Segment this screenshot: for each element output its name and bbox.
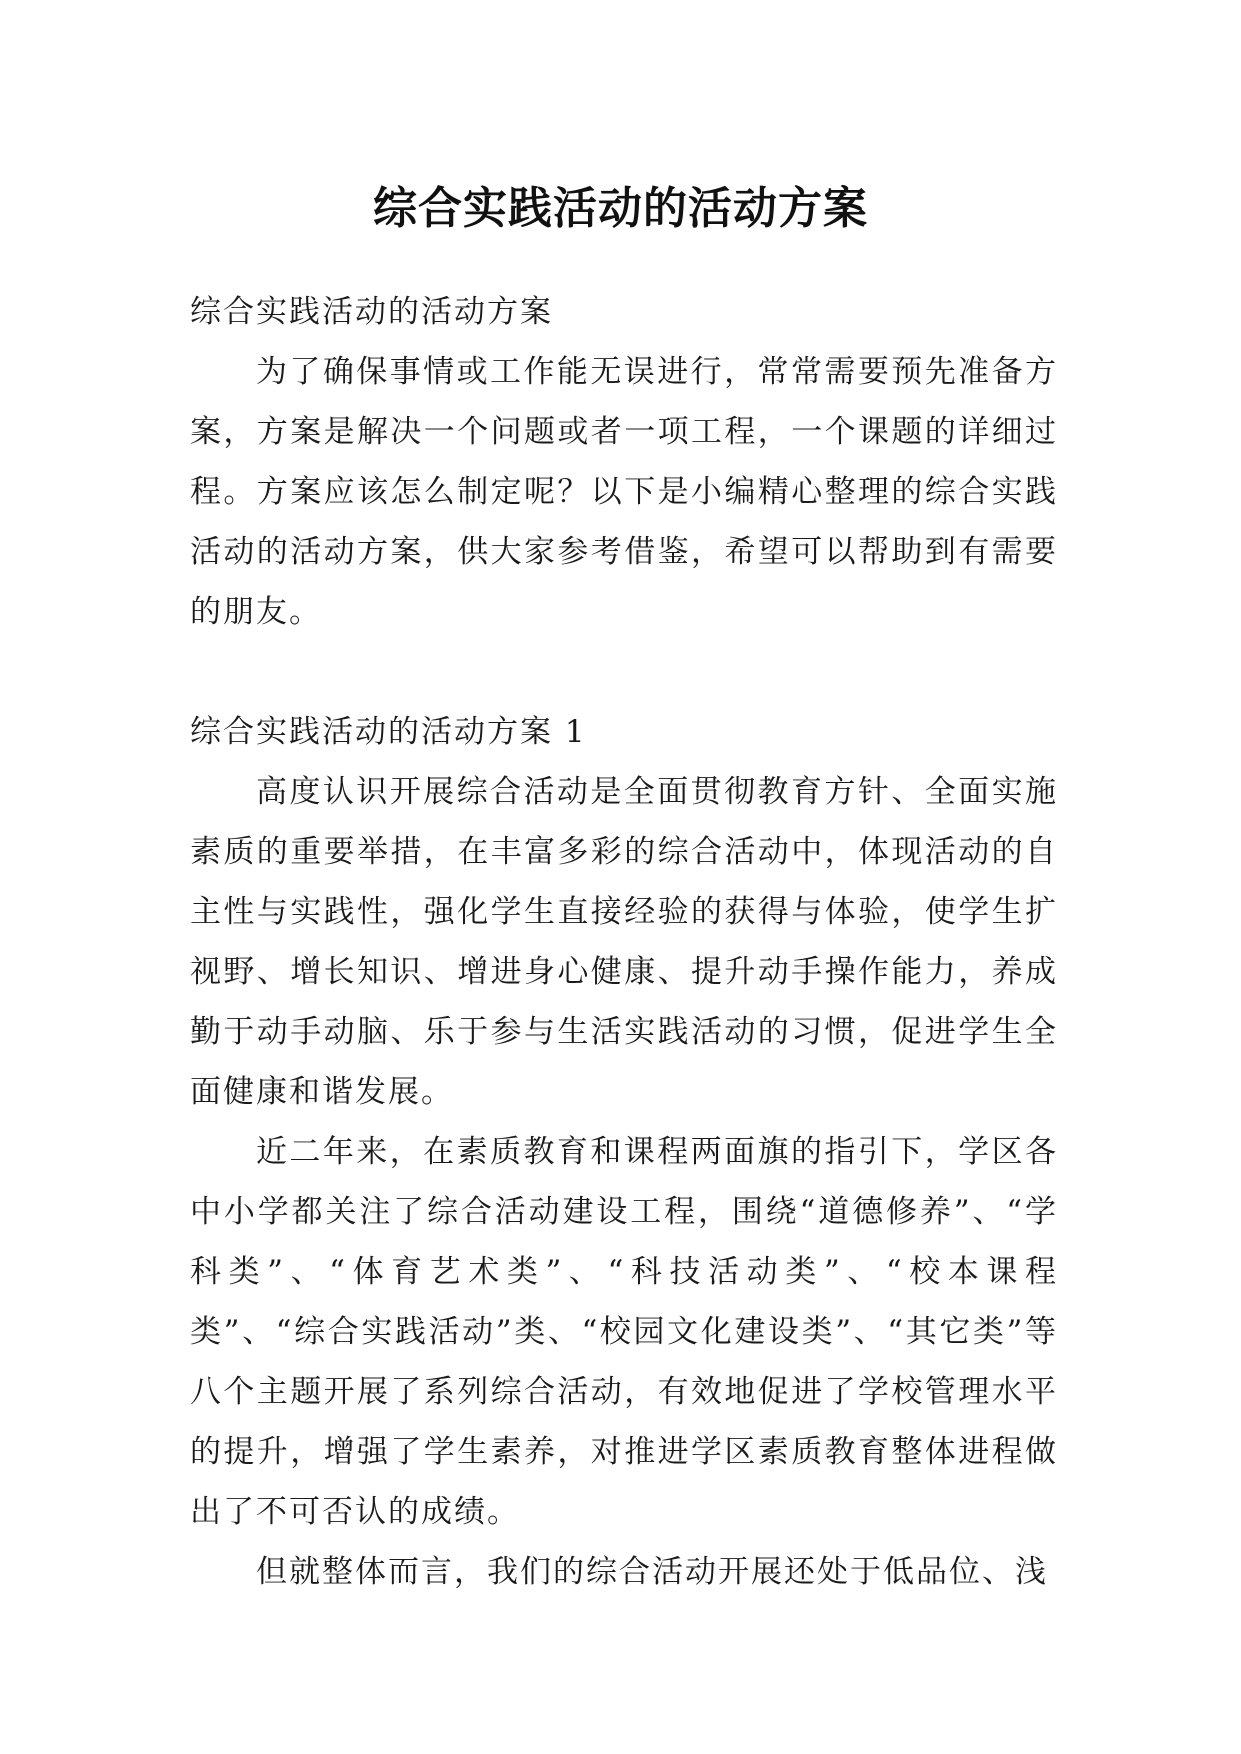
intro-paragraph: 为了确保事情或工作能无误进行，常常需要预先准备方案，方案是解决一个问题或者一项工程，一个课题的详细过程。方案应该怎么制定呢？以下是小编精心整理的综合实践活动的活动方案，供大家参考借鉴，希望可以帮助到有需要的朋友。 [190, 354, 1058, 630]
section-spacer [190, 642, 1058, 702]
document-title: 综合实践活动的活动方案 [373, 183, 868, 235]
section-1-paragraph: 高度认识开展综合活动是全面贯彻教育方针、全面实施素质的重要举措，在丰富多彩的综合活动中，体现活动的自主性与实践性，强化学生直接经验的获得与体验，使学生扩视野、增长知识、增进身心健康、提升动手操作能力，养成勤于动手动脑、乐于参与生活实践活动的习惯，促进学生全面健康和谐发展。 [190, 774, 1058, 1110]
section-1-paragraph: 但就整体而言，我们的综合活动开展还处于低品位、浅 [256, 1554, 1048, 1590]
intro-heading: 综合实践活动的活动方案 [190, 294, 553, 330]
section-1-paragraph: 近二年来，在素质教育和课程两面旗的指引下，学区各中小学都关注了综合活动建设工程，围绕“道德修养”、“学科类”、“体育艺术类”、“科技活动类”、“校本课程类”、“综合实践活动”类、“校园文化建设类”、“其它类”等八个主题开展了系列综合活动，有效地促进了学校管理水平的提升，增强了学生素养，对推进学区素质教育整体进程做出了不可否认的成绩。 [190, 1134, 1058, 1530]
section-1-heading: 综合实践活动的活动方案 1 [190, 714, 587, 750]
document-body [190, 282, 1058, 1602]
